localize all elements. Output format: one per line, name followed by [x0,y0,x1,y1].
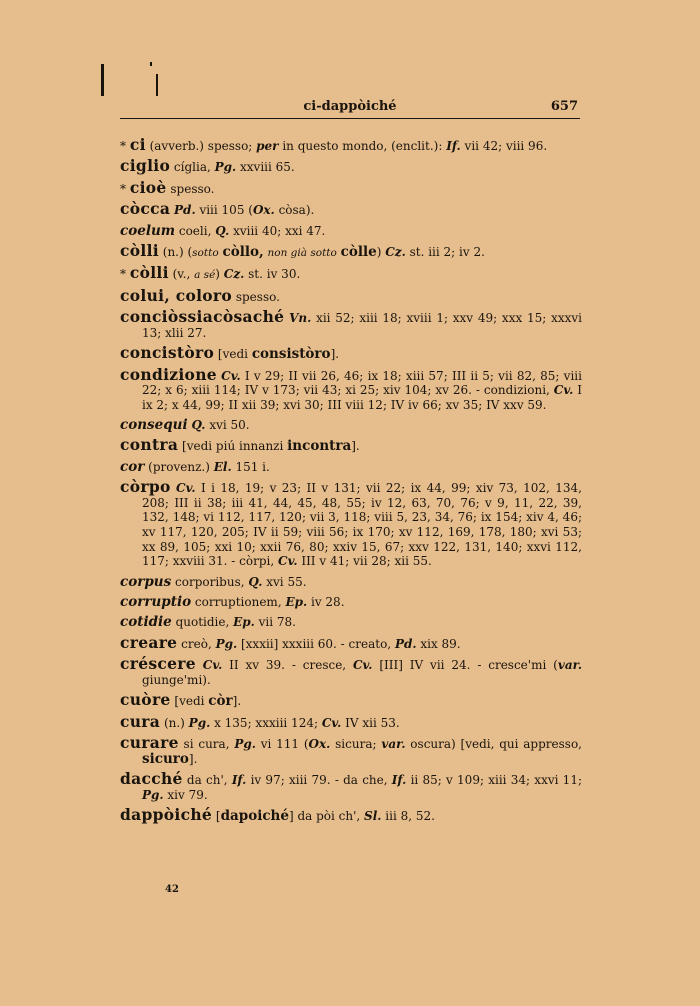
entry-ciglio: ciglio cíglia, Pg. xxviii 65. [120,156,295,176]
entry-colli-verb: * còlli (v., a sé) Cz. st. iv 30. [120,263,301,283]
entry-creare: creare creò, Pg. [xxxii] xxxiii 60. - creato, Pd. xix 89. [120,632,461,652]
scan-mark [150,62,152,66]
entry-crescere: créscere Cv. II xv 39. - cresce, Cv. [III] IV vii 24. - cresce'mi (var. giunge'mi). [120,654,582,687]
entry-corpus: corpus corporibus, Q. xvi 55. [120,573,307,590]
headword: condizione [120,364,217,384]
headword: cuòre [120,690,171,710]
headword: ci [129,135,146,154]
headword: còlli [120,240,159,260]
headword: cotidie [120,614,172,631]
headword: cura [120,711,161,731]
headword: cor [120,458,145,475]
running-head: ci-dappòiché [303,99,397,114]
headword: conciòssiacòsaché [120,307,285,327]
entry-consequi: consequi Q. xvi 50. [120,417,250,434]
page-number: 657 [550,99,578,114]
entry-dacche: dacché da ch', If. iv 97; xiii 79. - da che, If. ii 85; v 109; xiii 34; xxvi 11; Pg. xiv 79. [120,768,582,802]
headword: curare [120,732,179,752]
signature-mark: 42 [165,884,179,895]
entry-colui: colui, coloro spesso. [120,285,280,305]
headword: corruptio [120,594,192,610]
entry-cotidie: cotidie quotidie, Ep. vii 78. [120,614,296,631]
headword: còlli [129,263,169,283]
entry-colli-noun: còlli (n.) (sotto còllo, non già sotto còlle) Cz. st. iii 2; iv 2. [120,240,485,260]
entry-cioe: * cioè spesso. [120,177,215,197]
headword: coelum [120,222,176,239]
headword: contra [120,435,179,455]
entry-ci: * ci (avverb.) spesso; per in questo mondo, (enclit.): If. vii 42; viii 96. [120,135,548,154]
page-header [120,98,580,119]
headword: ciglio [120,156,171,176]
headword: créscere [120,654,196,674]
entry-conciossiacosache: conciòssiacòsaché Vn. xii 52; xiii 18; xviii 1; xxv 49; xxx 15; xxxvi 13; xlii 27. [120,307,582,340]
headword: dappòiché [120,804,213,824]
headword: creare [120,632,178,652]
entry-cocca: còcca Pd. viii 105 (Ox. còsa). [120,199,315,219]
dictionary-entries [120,135,582,829]
headword: consequi [120,417,188,434]
headword: còcca [120,199,171,219]
entry-condizione: condizione Cv. I v 29; II vii 26, 46; ix 18; xiii 57; III ii 5; vii 82, 85; viii 22; x 6; xiii 114; IV v 173; vii 43; xi 25; xiv 104; xv 26. - condizioni, Cv. I ix 2; x 44, 99; II xii 39; xvi 30; III viii 12; IV iv 66; xv 35; IV xxv 59. [120,364,582,412]
headword: còrpo [120,477,171,497]
entry-contra: contra [vedi piú innanzi incontra]. [120,435,360,455]
entry-cor: cor (provenz.) El. 151 i. [120,458,270,475]
entry-corpo: còrpo Cv. I i 18, 19; v 23; II v 131; vii 22; ix 44, 99; xiv 73, 102, 134, 208; III ii 38; iii 41, 44, 45, 48, 55; iv 12, 63, 70, 76; v 9, 11, 22, 39, 132, 148; vi 112, 117, 120; vii 3, 118; viii 5, 23, 34, 76; ix 154; xiv 4, 46; xv 117, 120, 205; IV ii 59; viii 56; ix 170; xv 112, 169, 178, 180; xvi 53; xx 89, 105; xxi 10; xxii 76, 80; xxiv 15, 67; xxv 122, 131, 140; xxvi 112, 117; xxviii 31. - còrpi, Cv. III v 41; vii 28; xii 55. [120,477,582,569]
entry-corruptio: corruptio corruptionem, Ep. iv 28. [120,594,345,610]
entry-concistoro: concistòro [vedi consistòro]. [120,343,340,363]
entry-cuore: cuòre [vedi còr]. [120,690,242,710]
entry-coelum: coelum coeli, Q. xviii 40; xxi 47. [120,222,326,239]
entry-cura: cura (n.) Pg. x 135; xxxiii 124; Cv. IV xii 53. [120,711,400,731]
headword: corpus [120,573,172,590]
entry-dappoiche: dappòiché [dapoiché] da pòi ch', Sl. iii 8, 52. [120,804,435,824]
scan-mark [156,74,158,96]
headword: colui, coloro [120,285,233,305]
scan-mark [101,64,104,96]
headword: cioè [129,177,167,197]
headword: dacché [120,768,183,788]
headword: concistòro [120,343,215,363]
entry-curare: curare si cura, Pg. vi 111 (Ox. sicura; var. oscura) [vedi, qui appresso, sicuro]. [120,732,582,767]
